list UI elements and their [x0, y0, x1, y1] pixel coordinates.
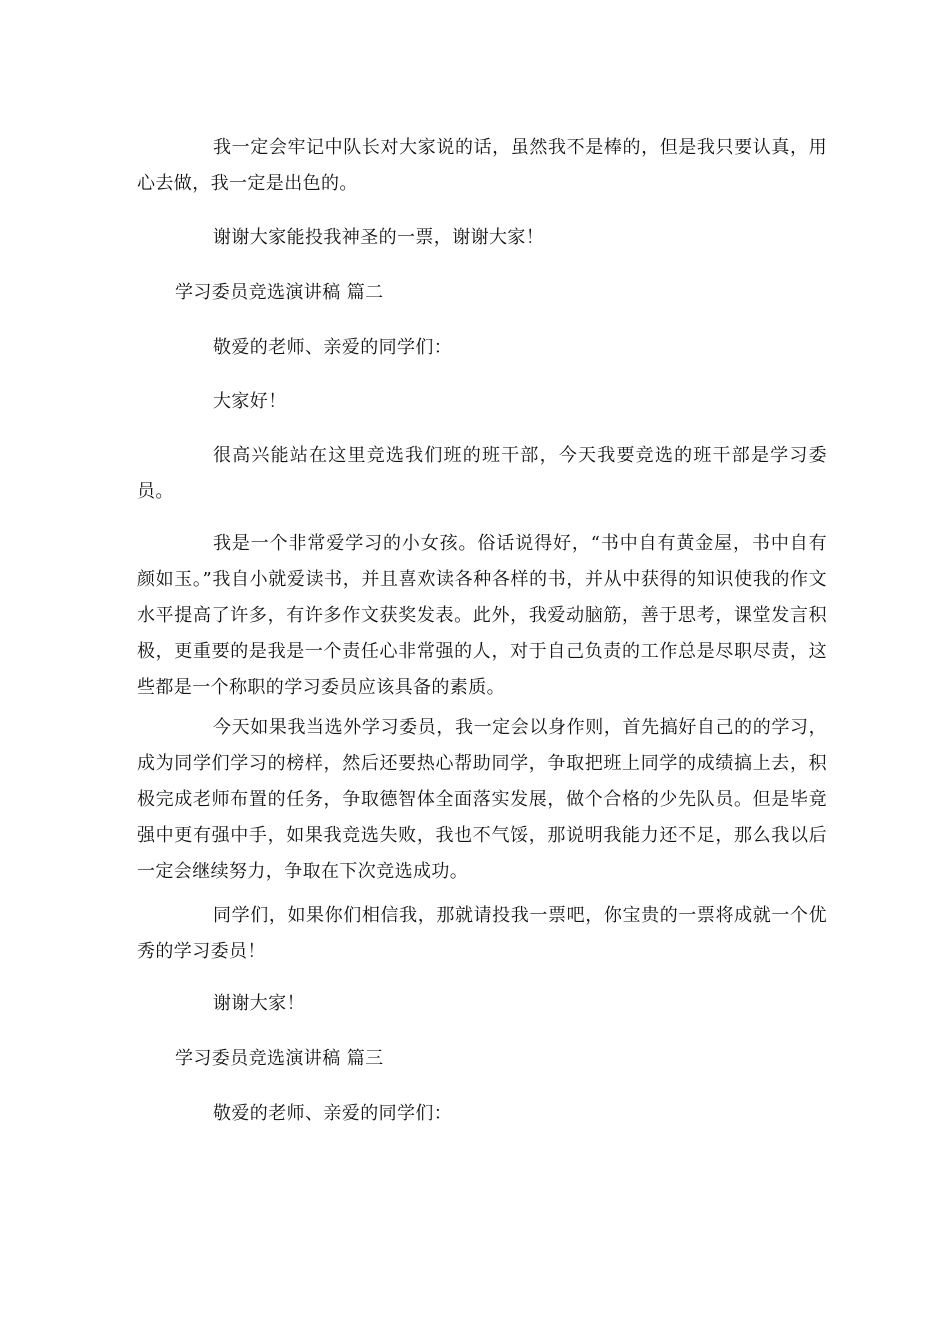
section-heading-part-three: 学习委员竞选演讲稿 篇三	[175, 1048, 384, 1069]
paragraph-commitment: 我一定会牢记中队长对大家说的话，虽然我不是棒的，但是我只要认真，用心去做，我一定是出色的。	[137, 137, 827, 194]
paragraph-plans: 今天如果我当选外学习委员，我一定会以身作则，首先搞好自己的的学习，成为同学们学习的榜样，然后还要热心帮助同学，争取把班上同学的成绩搞上去，积极完成老师布置的任务，争取德智体全面落实发展，做个合格的少先队员。但是毕竟强中更有强中手，如果我竞选失败，我也不气馁，那说明我能力还不足，那么我以后一定会继续努力，争取在下次竞选成功。	[137, 717, 827, 882]
paragraph-thanks-vote: 谢谢大家能投我神圣的一票，谢谢大家！	[213, 227, 545, 248]
paragraph-salutation: 敬爱的老师、亲爱的同学们：	[213, 337, 453, 358]
paragraph-greeting: 大家好！	[213, 391, 287, 412]
paragraph-appeal: 同学们，如果你们相信我，那就请投我一票吧，你宝贵的一票将成就一个优秀的学习委员！	[137, 905, 827, 962]
section-heading-part-two: 学习委员竞选演讲稿 篇二	[175, 282, 384, 303]
paragraph-self-description: 我是一个非常爱学习的小女孩。俗话说得好，“书中自有黄金屋，书中自有颜如玉。”我自小就爱读书，并且喜欢读各种各样的书，并从中获得的知识使我的作文水平提高了许多，有许多作文获奖发表。此外，我爱动脑筋，善于思考，课堂发言积极，更重要的是我是一个责任心非常强的人，对于自己负责的工作总是尽职尽责，这些都是一个称职的学习委员应该具备的素质。	[137, 533, 827, 698]
paragraph-salutation-part-three: 敬爱的老师、亲爱的同学们：	[213, 1103, 453, 1124]
paragraph-intro: 很高兴能站在这里竞选我们班的班干部，今天我要竞选的班干部是学习委员。	[137, 445, 827, 502]
paragraph-closing-thanks: 谢谢大家！	[213, 993, 305, 1014]
